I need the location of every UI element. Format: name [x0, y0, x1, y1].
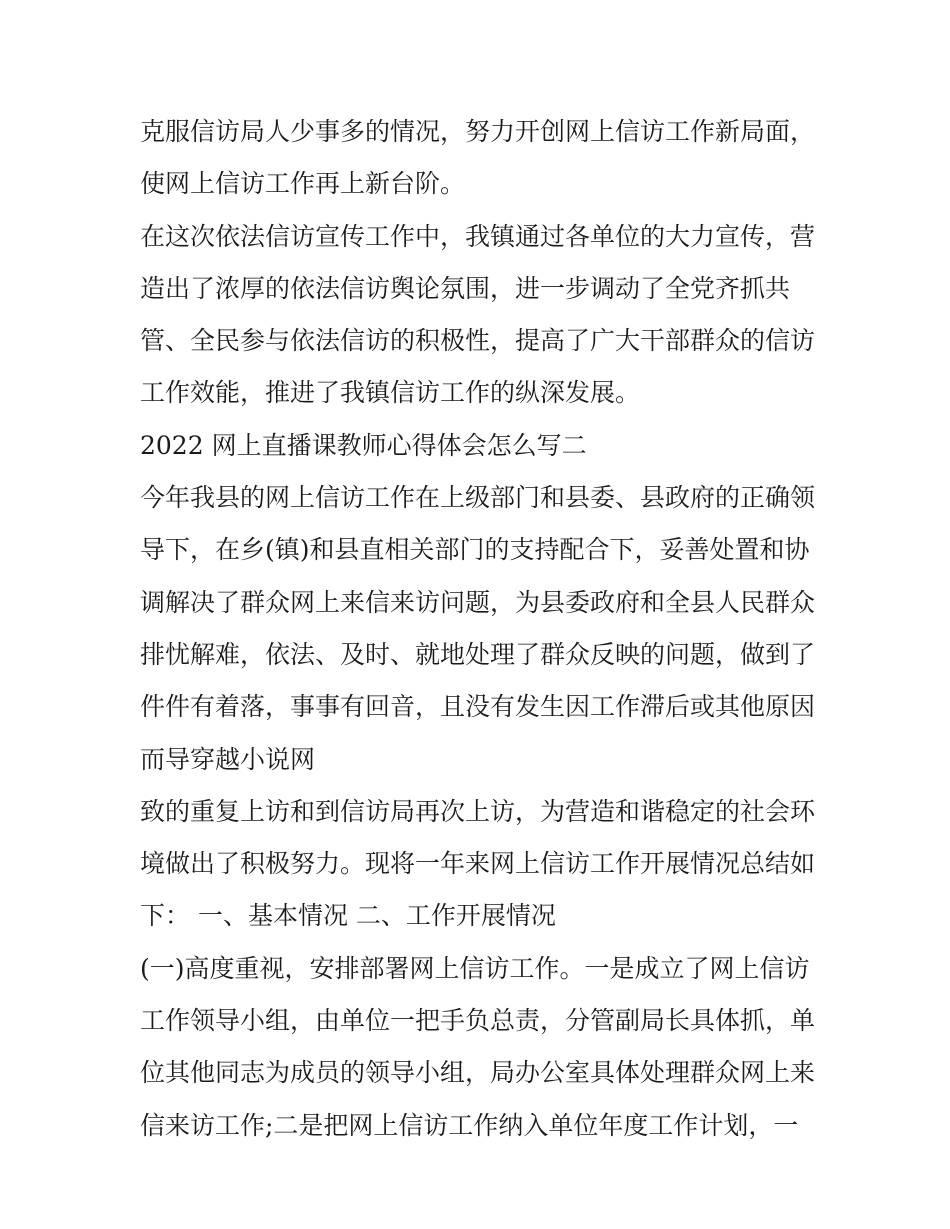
text-line: 管、全民参与依法信访的积极性，提高了广大干部群众的信访 [140, 326, 816, 356]
text-line: 导下，在乡(镇)和县直相关部门的支持配合下，妥善处置和协 [140, 535, 810, 565]
text-line: 排忧解难，依法、及时、就地处理了群众反映的问题，做到了 [140, 639, 816, 669]
text-line: 信来访工作;二是把网上信访工作纳入单位年度工作计划，一 [140, 1110, 799, 1140]
text-line: 使网上信访工作再上新台阶。 [140, 169, 466, 199]
text-line: 工作领导小组，由单位一把手负总责，分管副局长具体抓，单 [140, 1006, 816, 1036]
text-line: 在这次依法信访宣传工作中，我镇通过各单位的大力宣传，营 [140, 221, 816, 251]
document-body [140, 106, 820, 1152]
section-heading: 2022 网上直播课教师心得体会怎么写二 [140, 430, 587, 460]
text-line: 件件有着落，事事有回音，且没有发生因工作滞后或其他原因 [140, 692, 816, 722]
text-line: 境做出了积极努力。现将一年来网上信访工作开展情况总结如 [140, 849, 816, 879]
text-line: 造出了浓厚的依法信访舆论氛围，进一步调动了全党齐抓共 [140, 273, 791, 303]
text-line: 工作效能，推进了我镇信访工作的纵深发展。 [140, 378, 641, 408]
text-line: (一)高度重视，安排部署网上信访工作。一是成立了网上信访 [140, 953, 810, 983]
text-line: 位其他同志为成员的领导小组，局办公室具体处理群众网上来 [140, 1058, 816, 1088]
text-line: 致的重复上访和到信访局再次上访，为营造和谐稳定的社会环 [140, 796, 816, 826]
text-line: 而导穿越小说网 [140, 744, 316, 774]
text-line: 克服信访局人少事多的情况，努力开创网上信访工作新局面， [140, 117, 816, 146]
text-line: 调解决了群众网上来信来访问题，为县委政府和全县人民群众 [140, 587, 816, 617]
text-line: 今年我县的网上信访工作在上级部门和县委、县政府的正确领 [140, 483, 816, 513]
text-line: 下： 一、基本情况 二、工作开展情况 [140, 901, 556, 931]
